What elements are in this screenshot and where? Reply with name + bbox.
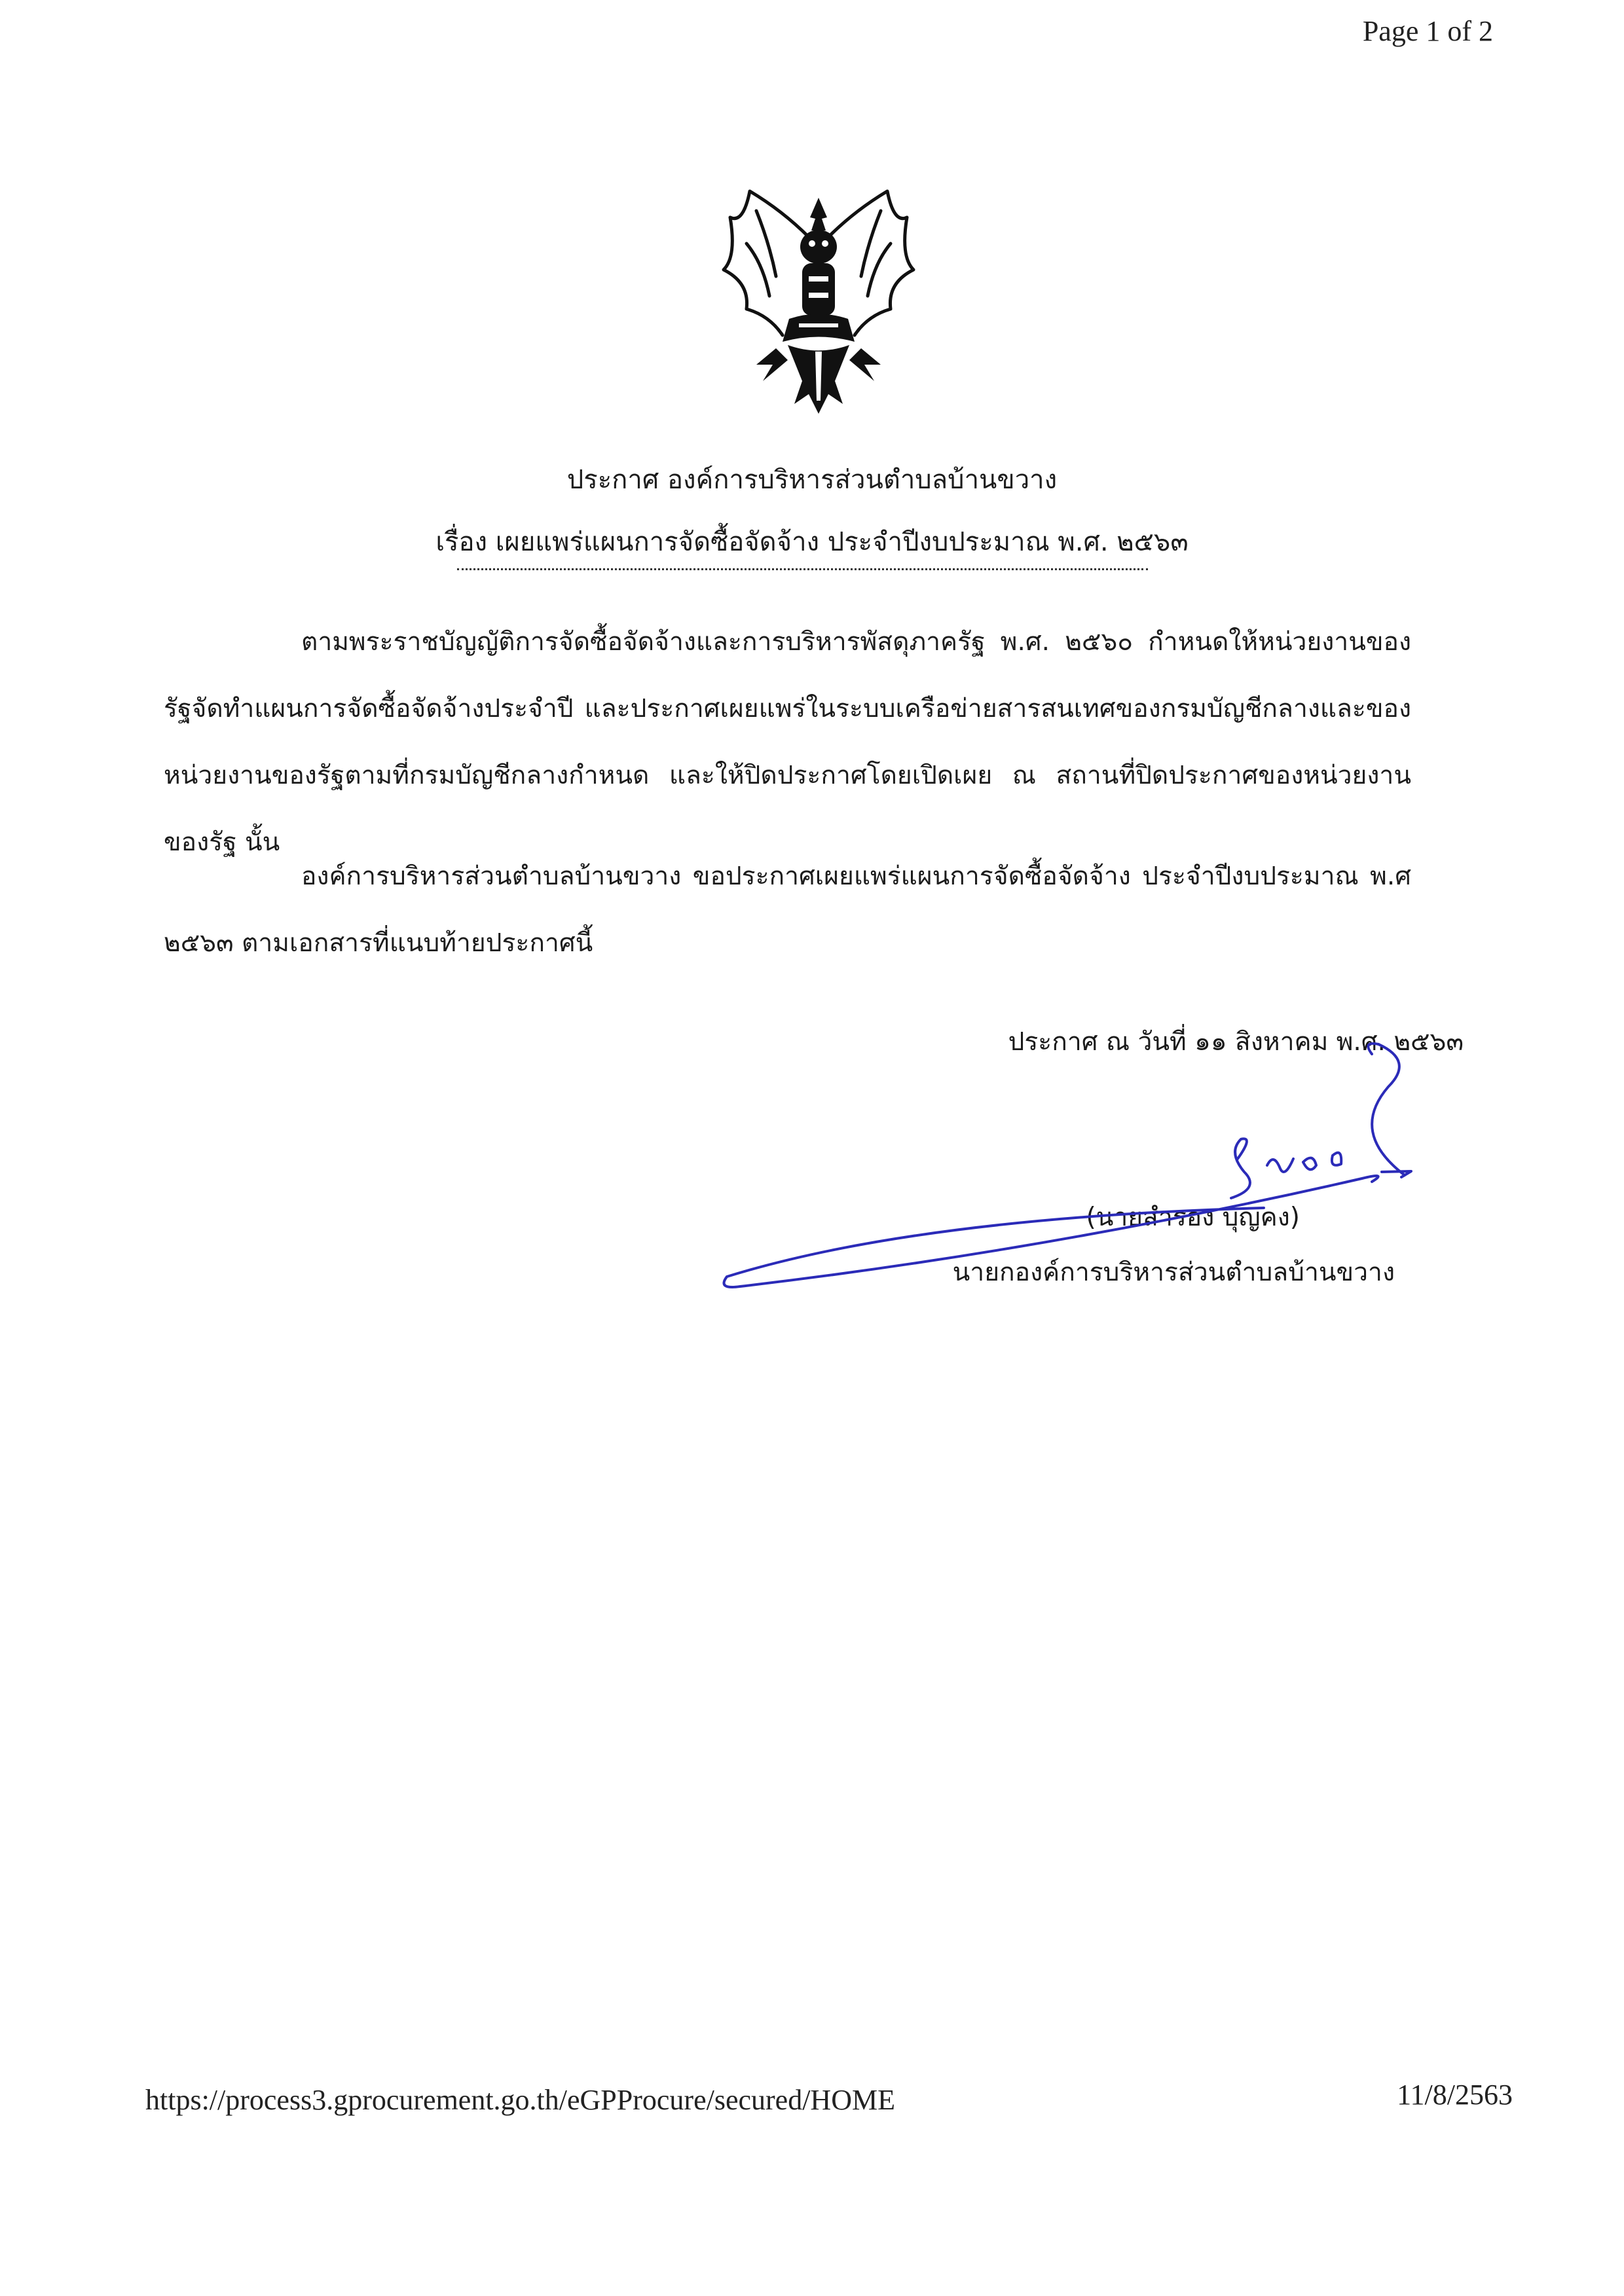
- footer-date: 11/8/2563: [1397, 2079, 1513, 2111]
- signer-position: นายกองค์การบริหารส่วนตำบลบ้านขวาง: [952, 1258, 1395, 1287]
- body-paragraph-1: [164, 609, 1411, 876]
- paragraph-1-text: ตามพระราชบัญญัติการจัดซื้อจัดจ้างและการบริหารพัสดุภาครัฐ พ.ศ. ๒๕๖๐ กำหนดให้หน่วยงานของรัฐจัดทำแผนการจัดซื้อจัดจ้างประจำปี และประกาศเผยแพร่ในระบบเครือข่ายสารสนเทศของกรมบัญชีกลางและของหน่วยงานของรัฐตามที่กรมบัญชีกลางกำหนด และให้ปิดประกาศโดยเปิดเผย ณ สถานที่ปิดประกาศของหน่วยงานของรัฐ นั้น: [164, 627, 1411, 857]
- garuda-emblem-icon: [710, 185, 927, 420]
- dotted-divider: [457, 568, 1148, 570]
- announcement-subject: เรื่อง เผยแพร่แผนการจัดซื้อจัดจ้าง ประจำปีงบประมาณ พ.ศ. ๒๕๖๓: [435, 527, 1189, 557]
- paragraph-2-text: องค์การบริหารส่วนตำบลบ้านขวาง ขอประกาศเผยแพร่แผนการจัดซื้อจัดจ้าง ประจำปีงบประมาณ พ.ศ ๒๕๖๓ ตามเอกสารที่แนบท้ายประกาศนี้: [164, 862, 1411, 958]
- page-indicator: Page 1 of 2: [1362, 15, 1493, 47]
- announcement-title: ประกาศ องค์การบริหารส่วนตำบลบ้านขวาง: [566, 465, 1058, 495]
- announcement-date: ประกาศ ณ วันที่ ๑๑ สิงหาคม พ.ศ. ๒๕๖๓: [1008, 1027, 1464, 1057]
- signer-name: (นายสำรอง บุญคง): [1086, 1203, 1300, 1232]
- body-paragraph-2: [164, 843, 1411, 977]
- footer-url: https://process3.gprocurement.go.th/eGPProcure/secured/HOME: [145, 2084, 895, 2116]
